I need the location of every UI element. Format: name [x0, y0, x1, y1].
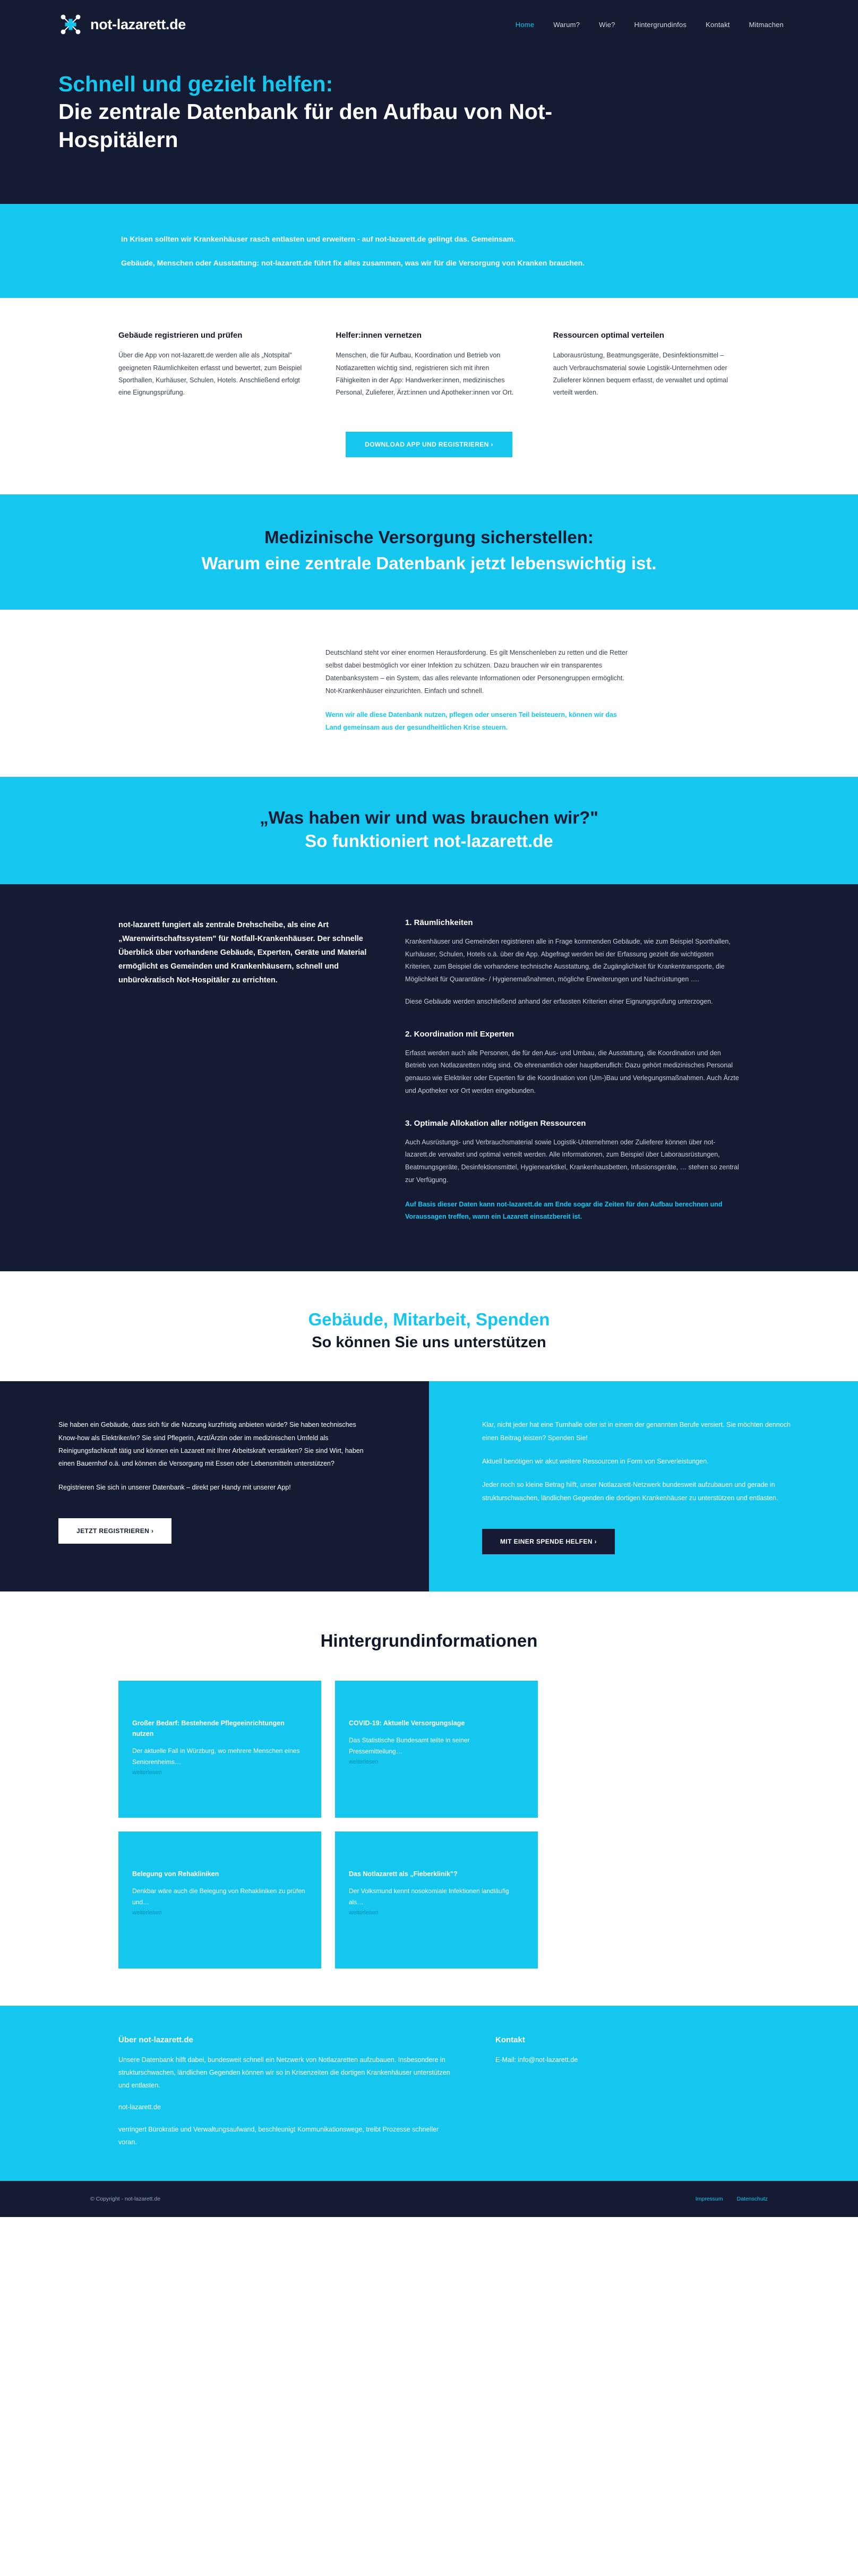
card-text: Der aktuelle Fall in Würzburg, wo mehrere Menschen eines Seniorenheims… — [132, 1747, 300, 1766]
nav-item-kontakt[interactable]: Kontakt — [706, 20, 730, 29]
how-section — [0, 884, 858, 1271]
support-headline-accent: Gebäude, Mitarbeit, Spenden — [308, 1310, 550, 1330]
hero-section — [0, 49, 858, 204]
how-headline-band — [0, 777, 858, 884]
footer-email-link[interactable]: info@not-lazarett.de — [518, 2056, 578, 2064]
how-headline-line1: „Was haben wir und was brauchen wir?" — [260, 807, 598, 827]
medical-cross-network-icon — [58, 12, 83, 37]
feature-title: Gebäude registrieren und prüfen — [118, 331, 243, 340]
brand-logo[interactable] — [58, 12, 186, 37]
how-block-paragraph: Auch Ausrüstungs- und Verbrauchsmaterial sowie Logistik-Unternehmen oder Zulieferer können über not-lazarett.de verwaltet und optimal verteilt werden. Alle Informationen, zum Beispiel über Laborausrüstungen, Beatmungsgeräte, Desinfektionsmittel, Hygienearktikel, Krankenhausbetten, Infusionsgeräte, … stehen so zentral zur Verfügung. — [405, 1138, 739, 1184]
nav-item-hintergrundinfos[interactable]: Hintergrundinfos — [634, 20, 687, 29]
feature-text: Menschen, die für Aufbau, Koordination und Betrieb von Notlazaretten wichtig sind, registrieren sich mit ihren Fähigkeiten in der App: Handwerker:innen, medizinisches Personal, Zulieferer, Ärzt:innen und Apotheker:innen vor Ort. — [336, 352, 514, 396]
nav-item-home[interactable]: Home — [515, 20, 535, 29]
why-headline-line2: Warum eine zentrale Datenbank jetzt lebenswichtig ist. — [201, 553, 657, 573]
card-headline: COVID-19: Aktuelle Versorgungslage — [349, 1719, 465, 1727]
why-headline-line1: Medizinische Versorgung sicherstellen: — [264, 527, 594, 547]
why-headline-band — [0, 494, 858, 610]
panel-donate-paragraph-3: Jeder noch so kleine Betrag hilft, unser Notlazarett-Netzwerk bundesweit aufzubauen und gerade in strukturschwachen, ländlichen Gegenden die dortigen Krankenhäuser zu unterstützen und entlasten. — [482, 1481, 778, 1502]
intro-band — [0, 204, 858, 298]
list-item[interactable] — [335, 1832, 538, 1969]
panel-register-paragraph-1: Sie haben ein Gebäude, dass sich für die Nutzung kurzfristig anbieten würde? Sie haben technisches Know-how als Elektriker/in? Sie sind Pflegerin, Arzt/Ärztin oder im medizinischen Umfeld als Reinigungsfachkraft tätig und können ein Lazarett mit Ihrer Arbeitskraft verstärken? Sie sind Wirt, haben einen Bauernhof o.ä. und können die Versorgung mit Essen oder Lebensmitteln unterstützen? — [58, 1421, 364, 1468]
copyright-text: © Copyright - not-lazarett.de — [90, 2195, 161, 2202]
why-text-section — [0, 610, 858, 777]
nav-item-warum[interactable]: Warum? — [553, 20, 580, 29]
support-panels — [0, 1381, 858, 1591]
main-navigation — [516, 21, 800, 29]
feature-column-helpers — [336, 331, 522, 399]
card-read-more-link[interactable]: weiterlesen — [132, 1910, 162, 1916]
how-block-title-3: 3. Optimale Allokation aller nötigen Ressourcen — [405, 1118, 586, 1128]
panel-donate — [429, 1381, 858, 1591]
feature-text: Laborausrüstung, Beatmungsgeräte, Desinfektionsmittel – auch Verbrauchsmaterial sowie Logistik-Unternehmen oder Zulieferer können bequem erfasst, de verwaltet und optimal verteilt werden. — [553, 352, 728, 396]
how-block-title-1: 1. Räumlichkeiten — [405, 918, 473, 927]
card-read-more-link[interactable]: weiterlesen — [132, 1769, 162, 1776]
footer-bar — [0, 2181, 858, 2217]
footer-about-paragraph-1: Unsere Datenbank hilft dabei, bundesweit schnell ein Netzwerk von Notlazaretten aufzubauen. Insbesondere in strukturschwachen, ländlichen Gegenden können wir so in Krisenzeiten die dortigen Krankenhäuser unterstützen und entlasten. — [118, 2056, 450, 2089]
how-block-title-2: 2. Koordination mit Experten — [405, 1029, 514, 1039]
feature-title: Helfer:innen vernetzen — [336, 331, 422, 340]
footer-contact-title: Kontakt — [495, 2035, 525, 2045]
panel-register — [0, 1381, 429, 1591]
list-item[interactable] — [335, 1681, 538, 1818]
card-text: Denkbar wäre auch die Belegung von Rehakliniken zu prüfen und… — [132, 1887, 305, 1906]
why-paragraph: Deutschland steht vor einer enormen Herausforderung. Es gilt Menschenleben zu retten und die Retter selbst dabei bestmöglich vor einer Infektion zu schützen. Dazu brauchen wir ein transparentes Datenbanksystem – ein System, das alles relevante Informationen oder Personengruppen ermöglicht. Not-Krankenhäuser einzurichten. Einfach und schnell. — [325, 649, 628, 695]
download-app-button[interactable]: DOWNLOAD APP UND REGISTRIEREN › — [346, 432, 512, 457]
site-header — [0, 0, 858, 49]
page-title — [58, 70, 800, 153]
card-headline: Das Notlazarett als „Fieberklinik"? — [349, 1870, 458, 1878]
panel-register-paragraph-2: Registrieren Sie sich in unserer Datenbank – direkt per Handy mit unserer App! — [58, 1483, 291, 1491]
brand-name: not-lazarett.de — [90, 16, 186, 32]
footer-email-label: E-Mail: — [495, 2056, 516, 2064]
how-block-paragraph: Diese Gebäude werden anschließend anhand der erfassten Kriterien einer Eignungsprüfung unterzogen. — [405, 997, 713, 1005]
panel-donate-paragraph-1: Klar, nicht jeder hat eine Turnhalle oder ist in einem der genannten Berufe versiert. Sie möchten dennoch einen Beitrag leisten? Spenden Sie! — [482, 1421, 791, 1442]
donate-button[interactable]: MIT EINER SPENDE HELFEN › — [482, 1529, 615, 1554]
feature-text: Über die App von not-lazarett.de werden alle als „Notspital" geeigneten Räumlichkeiten erfasst und bewertet, zum Beispiel Sporthallen, Kurhäuser, Schulen, Hotels. Anschließend erfolgt eine Eignungsprüfung. — [118, 352, 302, 396]
how-block-paragraph: Krankenhäuser und Gemeinden registrieren alle in Frage kommenden Gebäude, wie zum Beispiel Sporthallen, Kurhäuser, Schulen, Hotels o.ä. über die App. Abgefragt werden bei der Erfassung gezielt die wichtigsten Kriterien, zum Beispiel die vorhandene technische Ausstattung, die Zugänglichkeit für Krankentransporte, die Möglichkeit für Quarantäne- / Hygienemaßnahmen, mögliche Erweiterungen und Nachrüstungen …. — [405, 937, 731, 983]
footer-about-paragraph-2: not-lazarett.de — [118, 2103, 161, 2111]
feature-column-buildings — [118, 331, 305, 399]
footer-contact-line — [495, 2054, 740, 2067]
feature-title: Ressourcen optimal verteilen — [553, 331, 664, 340]
how-block-accent: Auf Basis dieser Daten kann not-lazarett.de am Ende sogar die Zeiten für den Aufbau berechnen und Voraussagen treffen, wann ein Lazarett einsatzbereit ist. — [405, 1200, 723, 1221]
footer-info — [0, 2006, 858, 2181]
footer-link-impressum[interactable]: Impressum — [695, 2195, 723, 2202]
intro-paragraph-1: In Krisen sollten wir Krankenhäuser rasch entlasten und erweitern - auf not-lazarett.de gelingt das. Gemeinsam. — [121, 235, 516, 244]
support-headline-main: So können Sie uns unterstützen — [312, 1334, 546, 1351]
card-headline: Belegung von Rehakliniken — [132, 1870, 219, 1878]
hero-headline-accent: Schnell und gezielt helfen: — [58, 72, 333, 96]
list-item[interactable] — [118, 1832, 321, 1969]
nav-item-wie[interactable]: Wie? — [599, 20, 615, 29]
nav-item-mitmachen[interactable]: Mitmachen — [749, 20, 784, 29]
card-headline: Großer Bedarf: Bestehende Pflegeeinrichtungen nutzen — [132, 1719, 285, 1738]
how-headline-line2: So funktioniert not-lazarett.de — [305, 831, 553, 851]
features-section — [0, 298, 858, 494]
how-intro-text: not-lazarett fungiert als zentrale Drehscheibe, als eine Art „Warenwirtschaftssystem" für Notfall-Krankenhäuser. Der schnelle Überblick über vorhandene Gebäude, Experten, Geräte und Material ermöglicht es Gemeinden und Krankenhäusern, schnell und unbürokratisch Not-Hospitäler zu errichten. — [118, 920, 367, 985]
footer-about-paragraph-3: verringert Bürokratie und Verwaltungsaufwand, beschleunigt Kommunikationswege, treibt Prozesse schneller voran. — [118, 2126, 439, 2146]
why-accent-paragraph: Wenn wir alle diese Datenbank nutzen, pflegen oder unseren Teil beisteuern, können wir das Land gemeinsam aus der gesundheitlichen Krise steuern. — [325, 711, 617, 732]
footer-about-title: Über not-lazarett.de — [118, 2035, 193, 2045]
how-block-paragraph: Erfasst werden auch alle Personen, die für den Aus- und Umbau, die Ausstattung, die Koordination und den Betrieb von Notlazaretten nötig sind. Ob ehrenamtlich oder hauptberuflich: Dazu gehört medizinisches Personal genauso wie Elektriker oder Experten für die Koordination von (Um-)Bau und Verlegungsmaßnahmen. Auch Ärzte und Apotheker vor Ort werden eingebunden. — [405, 1049, 739, 1094]
card-text: Das Statistische Bundesamt teilte in seiner Pressemitteilung… — [349, 1736, 470, 1756]
background-info-section — [0, 1591, 858, 2006]
hero-headline-main: Die zentrale Datenbank für den Aufbau von Not-Hospitälern — [58, 99, 553, 152]
list-item[interactable] — [118, 1681, 321, 1818]
card-read-more-link[interactable]: weiterlesen — [349, 1910, 379, 1916]
panel-donate-paragraph-2: Aktuell benötigen wir akut weitere Ressourcen in Form von Serverleistungen. — [482, 1457, 709, 1465]
background-info-title: Hintergrundinformationen — [320, 1631, 538, 1651]
card-read-more-link[interactable]: weiterlesen — [349, 1759, 379, 1766]
card-text: Der Volksmund kennt nosokomiale Infektionen landläufig als… — [349, 1887, 509, 1906]
support-headline — [0, 1271, 858, 1381]
intro-paragraph-2: Gebäude, Menschen oder Ausstattung: not-lazarett.de führt fix alles zusammen, was wir für die Versorgung von Kranken brauchen. — [121, 258, 585, 267]
register-now-button[interactable]: JETZT REGISTRIEREN › — [58, 1518, 171, 1544]
footer-links — [696, 2196, 768, 2202]
footer-link-datenschutz[interactable]: Datenschutz — [736, 2195, 768, 2202]
feature-column-resources — [553, 331, 740, 399]
